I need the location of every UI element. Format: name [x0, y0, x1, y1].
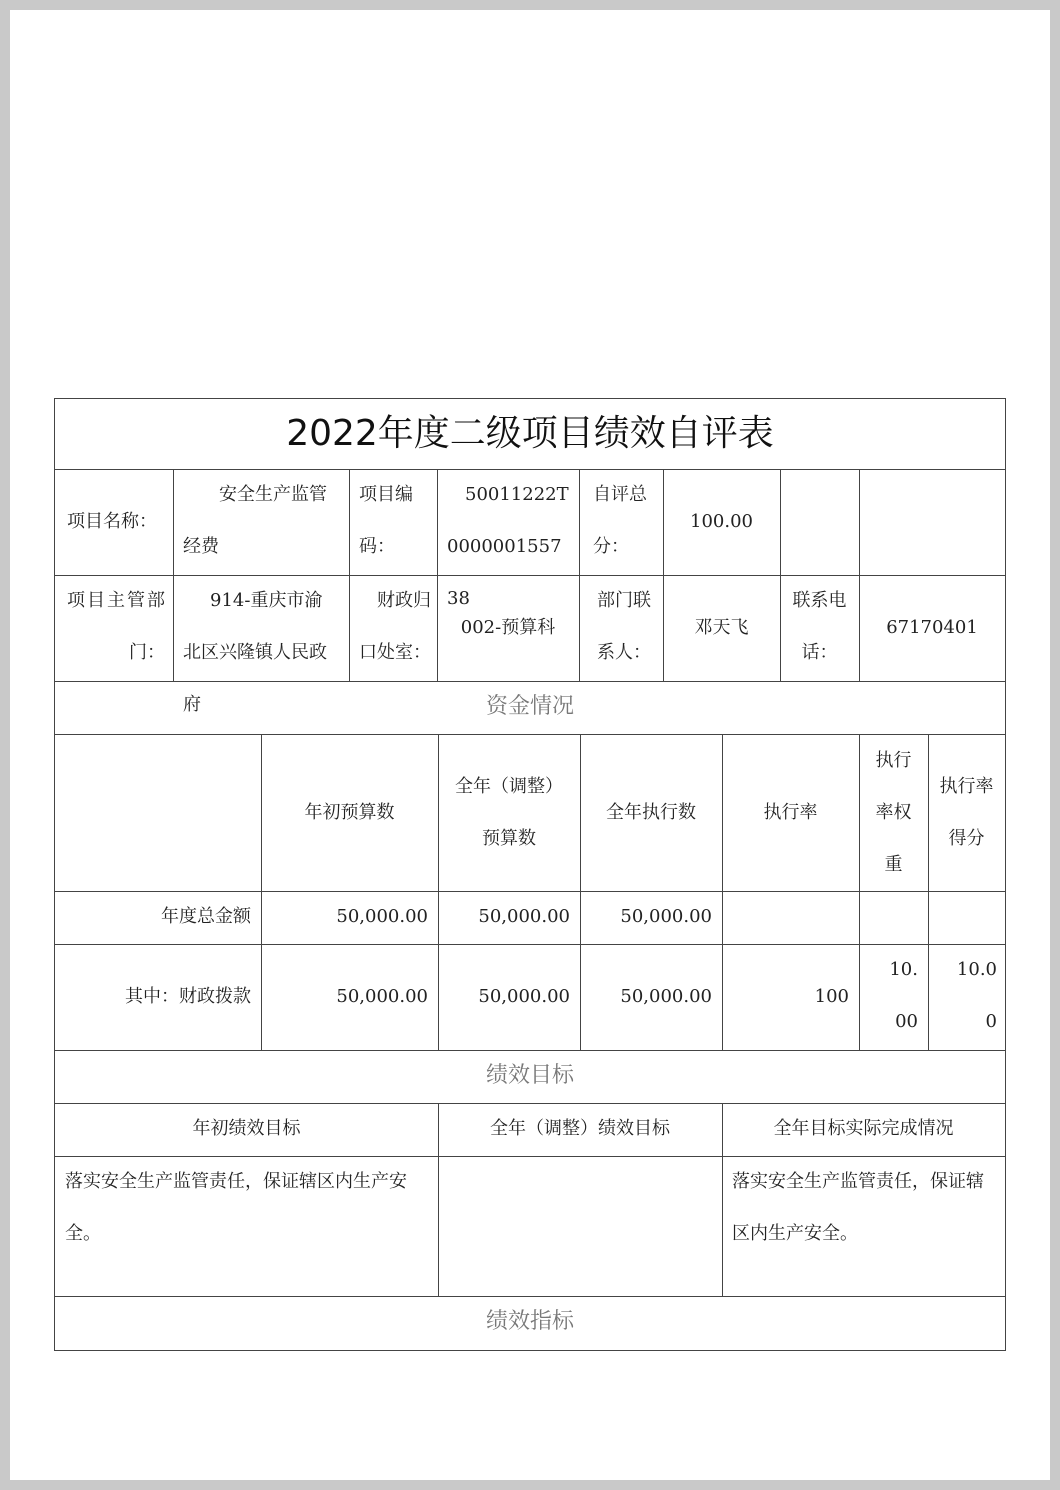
header-rate-weight: 执行率权重	[875, 749, 912, 875]
project-code-label: 项目编码：	[359, 484, 413, 557]
grid-line	[438, 734, 439, 1050]
grid-line	[928, 734, 929, 1050]
row-total-executed: 50,000.00	[620, 906, 712, 927]
dept-value: 914-重庆市渝北区兴隆镇人民政府	[183, 590, 327, 715]
grid-line	[859, 469, 860, 681]
row-total-initial: 50,000.00	[336, 906, 428, 927]
project-name-label: 项目名称：	[67, 511, 157, 532]
goals-section-title: 绩效目标	[485, 1063, 574, 1088]
phone-label: 联系电话：	[792, 590, 847, 663]
dept-label: 项目主管部门：	[67, 590, 165, 663]
row-fiscal-score: 10.00	[956, 959, 997, 1032]
goals-actual-text: 落实安全生产监管责任，保证辖区内生产安全。	[732, 1171, 984, 1244]
row-fiscal-rate: 100	[814, 986, 849, 1007]
grid-line	[261, 734, 262, 1050]
grid-line	[55, 1103, 1005, 1104]
row-total-weight	[859, 891, 928, 944]
grid-line	[55, 734, 1005, 735]
grid-line	[55, 944, 1005, 945]
grid-line	[780, 469, 781, 681]
grid-line	[438, 1103, 439, 1296]
table-title: 2022年度二级项目绩效自评表	[286, 413, 774, 454]
contact-label: 部门联系人：	[597, 590, 651, 663]
grid-line	[437, 469, 438, 681]
grid-line	[55, 1296, 1005, 1297]
row-total-score	[928, 891, 1005, 944]
row-total-adjusted: 50,000.00	[478, 906, 570, 927]
row-fiscal-weight: 10.00	[889, 959, 918, 1032]
self-score-value: 100.00	[690, 511, 753, 532]
grid-line	[349, 469, 350, 681]
header-executed: 全年执行数	[606, 801, 696, 823]
goals-header-actual: 全年目标实际完成情况	[773, 1118, 954, 1139]
row-total-rate	[722, 891, 859, 944]
header-adjusted-budget: 全年（调整）预算数	[455, 775, 563, 849]
grid-line	[722, 734, 723, 1050]
goals-header-initial: 年初绩效目标	[192, 1118, 301, 1139]
grid-line	[55, 891, 1005, 892]
row-fiscal-label: 其中：财政拨款	[125, 986, 251, 1007]
grid-line	[55, 1050, 1005, 1051]
header-exec-rate: 执行率	[763, 801, 818, 823]
grid-line	[579, 469, 580, 681]
header-rate-score: 执行率得分	[939, 775, 994, 849]
goals-header-adjusted: 全年（调整）绩效目标	[490, 1118, 670, 1139]
row-fiscal-adjusted: 50,000.00	[478, 986, 570, 1007]
indicators-section-title: 绩效指标	[485, 1309, 574, 1334]
grid-line	[55, 469, 1005, 470]
grid-line	[663, 469, 664, 681]
project-code-value: 50011222T000000155738	[447, 484, 569, 609]
grid-line	[859, 734, 860, 1050]
row-fiscal-initial: 50,000.00	[336, 986, 428, 1007]
finance-office-label: 财政归口处室：	[359, 590, 431, 663]
row-fiscal-executed: 50,000.00	[620, 986, 712, 1007]
contact-value: 邓天飞	[694, 617, 749, 638]
phone-value: 67170401	[886, 617, 978, 638]
document-page	[10, 10, 1050, 1480]
grid-line	[173, 469, 174, 681]
project-name-value: 安全生产监管经费	[183, 484, 327, 557]
grid-line	[55, 681, 1005, 682]
finance-office-value: 002-预算科	[460, 617, 556, 638]
row-total-label: 年度总金额	[161, 906, 251, 927]
grid-line	[55, 1156, 1005, 1157]
header-initial-budget: 年初预算数	[304, 801, 395, 823]
goals-initial-text: 落实安全生产监管责任，保证辖区内生产安全。	[65, 1171, 407, 1244]
evaluation-table	[54, 398, 1006, 1351]
grid-line	[722, 1103, 723, 1296]
grid-line	[55, 575, 1005, 576]
funds-section-title: 资金情况	[485, 694, 574, 719]
goals-adjusted-text	[438, 1156, 722, 1296]
grid-line	[580, 734, 581, 1050]
self-score-label: 自评总分：	[593, 484, 647, 557]
